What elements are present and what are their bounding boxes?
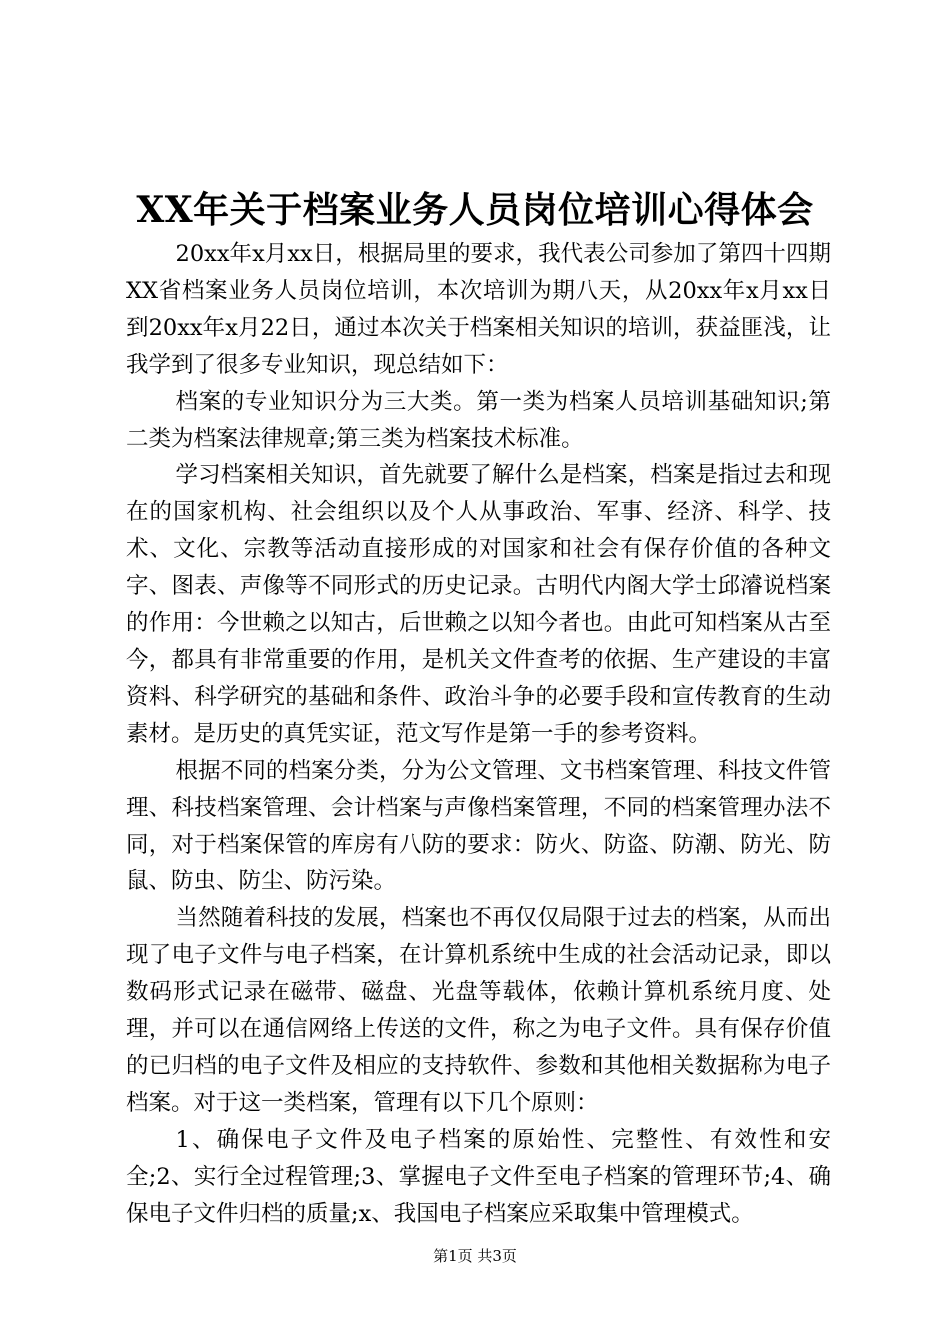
- paragraph-electronic-records: 当然随着科技的发展，档案也不再仅仅局限于过去的档案，从而出现了电子文件与电子档案，在计算机系统中生成的社会活动记录，即以数码形式记录在磁带、磁盘、光盘等载体，依赖计算机系统月度、处理，并可以在通信网络上传送的文件，称之为电子文件。具有保存价值的已归档的电子文件及相应的支持软件、参数和其他相关数据称为电子档案。对于这一类档案，管理有以下几个原则：: [126, 905, 831, 1116]
- paragraph-principles: 1、确保电子文件及电子档案的原始性、完整性、有效性和安全;2、实行全过程管理;3、掌握电子文件至电子档案的管理环节;4、确保电子文件归档的质量;x、我国电子档案应采取集中管理模式。: [126, 1126, 831, 1227]
- paragraph-definition: 学习档案相关知识，首先就要了解什么是档案，档案是指过去和现在的国家机构、社会组织以及个人从事政治、军事、经济、科学、技术、文化、宗教等活动直接形成的对国家和社会有保存价值的各种文字、图表、声像等不同形式的历史记录。古明代内阁大学士邱濬说档案的作用：今世赖之以知古，后世赖之以知今者也。由此可知档案从古至今，都具有非常重要的作用，是机关文件查考的依据、生产建设的丰富资料、科学研究的基础和条件、政治斗争的必要手段和宣传教育的生动素材。是历史的真凭实证，范文写作是第一手的参考资料。: [126, 462, 831, 747]
- page-number-footer: 第1页 共3页: [433, 1247, 517, 1265]
- paragraph-intro: 20xx年x月xx日，根据局里的要求，我代表公司参加了第四十四期XX省档案业务人员岗位培训，本次培训为期八天，从20xx年x月xx日到20xx年x月22日，通过本次关于档案相关知识的培训，获益匪浅，让我学到了很多专业知识，现总结如下：: [126, 241, 831, 378]
- paragraph-classification: 根据不同的档案分类，分为公文管理、文书档案管理、科技文件管理、科技档案管理、会计档案与声像档案管理，不同的档案管理办法不同，对于档案保管的库房有八防的要求：防火、防盗、防潮、防光、防鼠、防虫、防尘、防污染。: [126, 757, 831, 895]
- paragraph-categories: 档案的专业知识分为三大类。第一类为档案人员培训基础知识;第二类为档案法律规章;第三类为档案技术标准。: [126, 388, 831, 452]
- document-body: [126, 236, 831, 1232]
- document-title: XX年关于档案业务人员岗位培训心得体会: [136, 189, 814, 231]
